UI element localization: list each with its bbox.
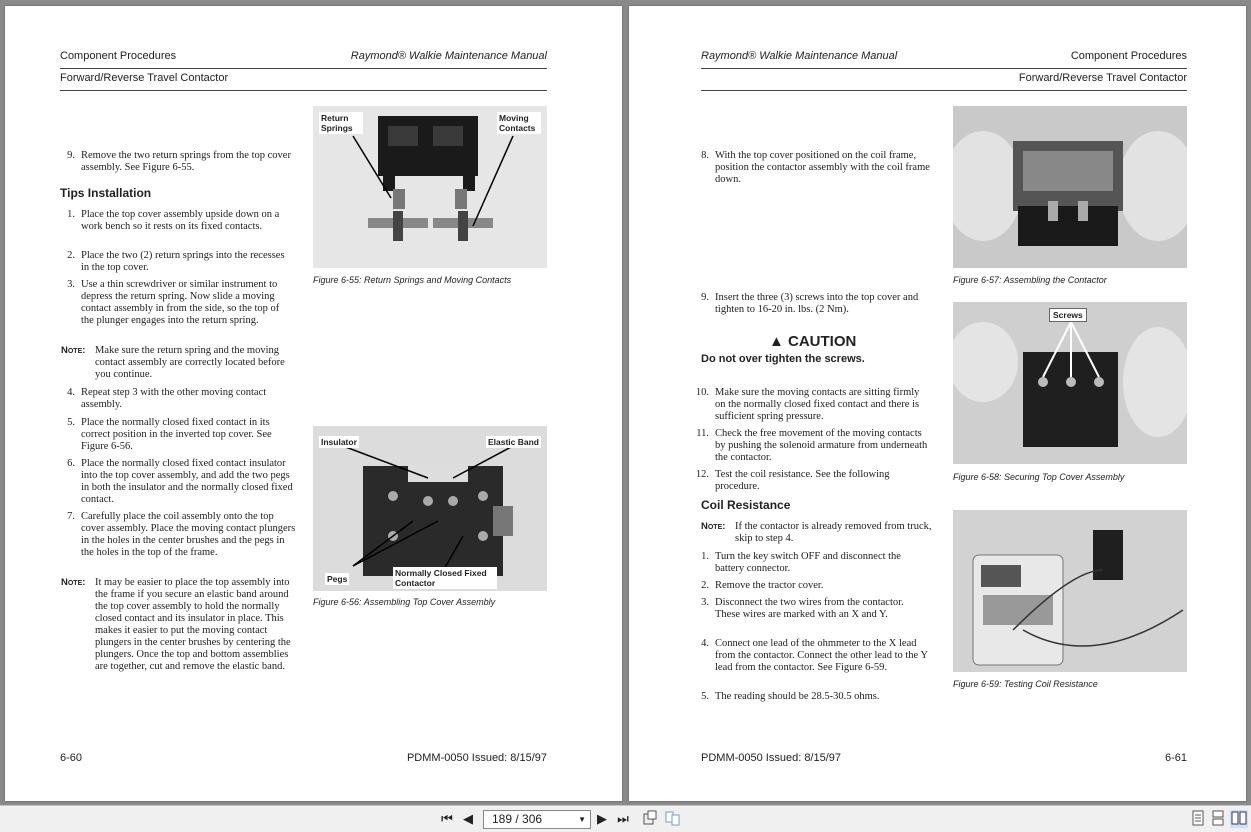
rotate-view-button[interactable] [641,810,659,828]
header-divider [701,90,1187,91]
figure-6-55-photo [313,106,547,268]
single-page-icon [1191,810,1205,826]
securing-top-cover-illustration [953,302,1187,464]
figure-6-57-photo [953,106,1187,268]
callout-label: Normally Closed Fixed Contactor [393,567,497,589]
two-page-icon [665,810,681,826]
assembling-contactor-illustration [953,106,1187,268]
header-divider [701,68,1187,69]
callout-label: Screws [1049,308,1087,322]
single-page-view-button[interactable] [1190,810,1206,828]
viewer-toolbar [0,805,1251,832]
callout-label: Moving Contacts [497,112,541,134]
first-page-button[interactable]: ⏮ [441,811,453,826]
document-page-left: Component Procedures Raymond® Walkie Maintenance Manual Forward/Reverse Travel Contactor 9. Remove the two return springs from the top cover assembly. See Figure 6-55. Tips Installation 1. Place the top cover assembly upside down on a work bench so it rests on its fixed contacts. 2. Place the two (2) return springs into the recesses in the top cover. 3. Use a thin screwdriver or similar instrument to depress the return spring. Now slide a moving contact assembly in from the side, so the top of the plunger engages into the return spring. Note: Make sure the return spring and the moving contact assembly are correctly located before you continue. 4. Repeat step 3 with the other moving contact assembly. 5. Place the normally closed fixed contact in its correct position in the inverted top cover. See Figure 6-56. 6. Place the normally closed fixed contact insulator into the top cover assembly, and add the two pegs in both the insulator and the normally closed fixed contact. 7. Carefully place the coil assembly onto the top cover assembly. Place the moving contact plungers in the holes in the center brushes and the pegs in the holes in the top of the frame. Note: It may be easier to place the top assembly into the frame if you secure an elastic band around the top cover assembly to hold the normally closed contact and its insulator in place. This makes it easier to put the moving contact plungers in the center brushes by centering the plungers. Once the top and bottom assemblies are together, cut and remove the elastic band. Return Springs Moving Contacts Figure 6-55: Return Springs and Moving Contacts Insulator Elastic Band Pegs Normally Closed Fixed Contactor Figure 6-56: Assembling Top Cover Assembly 6-60 PDMM-0050 Issued: 8/15/97 [5,6,622,801]
rotate-view-icon [642,810,658,826]
tips-installation-heading: Tips Installation [60,186,152,200]
callout-label: Pegs [327,574,348,584]
header-manual-title: Raymond® Walkie Maintenance Manual [350,50,547,62]
coil-resistance-heading: Coil Resistance [701,498,791,512]
page-number: 6-61 [1164,752,1187,764]
figure-caption: Figure 6-58: Securing Top Cover Assembly [953,472,1125,482]
facing-pages-icon [1231,810,1247,826]
figure-caption: Figure 6-57: Assembling the Contactor [953,275,1107,285]
callout-label: Elastic Band [487,437,539,447]
figure-6-59-photo [953,510,1187,672]
document-page-right: Raymond® Walkie Maintenance Manual Component Procedures Forward/Reverse Travel Contactor 8. With the top cover positioned on the coil frame, position the contactor assembly with the coil frame down. 9. Insert the three (3) screws into the top cover and tighten to 16-20 in. lbs. (2 Nm). ▲ CAUTION Do not over tighten the screws. 10. Make sure the moving contacts are sitting firmly on the normally closed fixed contact and there is sufficient spring pressure. 11. Check the free movement of the moving contacts by pushing the solenoid armature from underneath the contactor. 12. Test the coil resistance. See the following procedure. Coil Resistance Note: If the contactor is already removed from truck, skip to step 4. 1. Turn the key switch OFF and disconnect the battery connector. 2. Remove the tractor cover. 3. Disconnect the two wires from the contactor. These wires are marked with an X and Y. 4. Connect one lead of the ohmmeter to the X lead from the contactor. Connect the other lead to the Y lead from the contactor. See Figure 6-59. 5. The reading should be 28.5-30.5 ohms. Figure 6-57: Assembling the Contactor Screws Figure 6-58: Securing Top Cover Assembly Figure 6-59: Testing Coil Resistance PDMM-0050 Issued: 8/15/97 6-61 [629,6,1246,801]
document-id: PDMM-0050 Issued: 8/15/97 [701,752,842,764]
header-manual-title: Raymond® Walkie Maintenance Manual [701,50,898,62]
header-divider [60,68,547,69]
header-section-title: Component Procedures [60,50,177,62]
last-page-button[interactable]: ⏭ [617,811,629,826]
page-number: 6-60 [60,752,83,764]
figure-6-58-photo [953,302,1187,464]
caution-text: Do not over tighten the screws. [701,353,865,365]
header-subtitle: Forward/Reverse Travel Contactor [60,72,229,84]
callout-label: Return Springs [319,112,363,134]
header-subtitle: Forward/Reverse Travel Contactor [1018,72,1187,84]
figure-caption: Figure 6-59: Testing Coil Resistance [953,679,1098,689]
callout-label: Insulator [321,437,357,447]
header-divider [60,90,547,91]
page-number-value: 189 / 306 [492,812,543,826]
previous-page-button[interactable]: ◀ [463,811,473,826]
figure-caption: Figure 6-56: Assembling Top Cover Assembly [313,597,496,607]
facing-pages-view-button[interactable] [1230,810,1248,828]
figure-6-56-photo [313,426,547,591]
next-page-button[interactable]: ▶ [597,811,607,826]
header-section-title: Component Procedures [1070,50,1187,62]
figure-caption: Figure 6-55: Return Springs and Moving Contacts [313,275,512,285]
continuous-view-button[interactable] [1210,810,1226,828]
caution-title: ▲ CAUTION [769,333,857,350]
document-id: PDMM-0050 Issued: 8/15/97 [406,752,547,764]
continuous-page-icon [1211,810,1225,826]
chevron-down-icon: ▼ [578,815,586,824]
page-number-select[interactable] [483,810,591,829]
testing-coil-resistance-illustration [953,510,1187,672]
two-page-view-button[interactable] [664,810,682,828]
